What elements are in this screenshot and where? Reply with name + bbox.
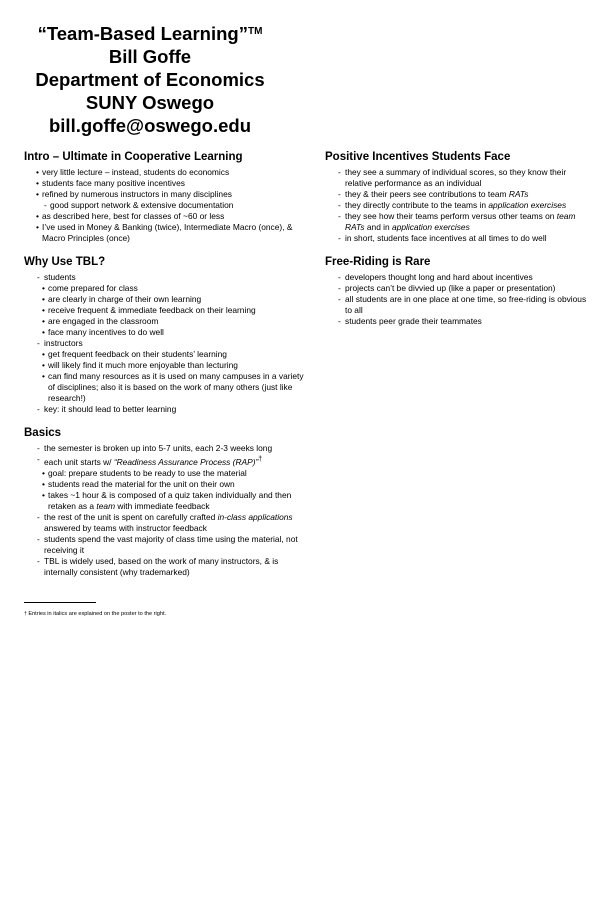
- list-item: • takes ~1 hour & is composed of a quiz taken individually and then retaken as a team with immediate feedback: [24, 490, 304, 512]
- list-item: - good support network & extensive documentation: [24, 200, 304, 211]
- freeriding-heading: Free-Riding is Rare: [325, 256, 431, 268]
- list-item: - instructors: [24, 338, 304, 349]
- list-item: - each unit starts w/ “Readiness Assurance Process (RAP)”†: [24, 454, 304, 468]
- list-item: - the semester is broken up into 5-7 units, each 2-3 weeks long: [24, 443, 304, 454]
- intro-list: [24, 167, 304, 244]
- institution: SUNY Oswego: [85, 92, 215, 113]
- list-item: - students spend the vast majority of class time using the material, not receiving it: [24, 534, 304, 556]
- footnote-divider: [24, 602, 96, 603]
- dagger-mark: †: [258, 456, 263, 463]
- left-column: [24, 150, 304, 589]
- list-item: • receive frequent & immediate feedback on their learning: [24, 305, 304, 316]
- basics-section: [24, 426, 304, 578]
- intro-section: [24, 150, 304, 244]
- list-item: • can find many resources as it is used on many campuses in a variety of disciplines; also it is based on the work of many others (just like research!): [24, 371, 304, 404]
- list-item: - the rest of the unit is spent on carefully crafted in-class applications answered by teams with instructor feedback: [24, 512, 304, 534]
- list-item: • students read the material for the unit on their own: [24, 479, 304, 490]
- list-item: - all students are in one place at one time, so free-riding is obvious to all: [325, 294, 590, 316]
- trademark-mark: TM: [247, 26, 263, 37]
- basics-list: [24, 443, 304, 578]
- why-heading: Why Use TBL?: [24, 256, 106, 268]
- right-column: [325, 150, 590, 338]
- list-item: • get frequent feedback on their students’ learning: [24, 349, 304, 360]
- list-item: - key: it should lead to better learning: [24, 404, 304, 415]
- incentives-heading: Positive Incentives Students Face: [325, 151, 511, 163]
- list-item: • are clearly in charge of their own learning: [24, 294, 304, 305]
- incentives-section: [325, 150, 590, 244]
- department: Department of Economics: [35, 69, 265, 90]
- poster-title-block: [0, 22, 300, 137]
- list-item: - TBL is widely used, based on the work of many instructors, & is internally consistent (why trademarked): [24, 556, 304, 578]
- intro-heading: Intro – Ultimate in Cooperative Learning: [24, 151, 243, 163]
- list-item: - developers thought long and hard about incentives: [325, 272, 590, 283]
- list-item: - projects can’t be divvied up (like a paper or presentation): [325, 283, 590, 294]
- why-list: [24, 272, 304, 415]
- list-item: • will likely find it much more enjoyable than lecturing: [24, 360, 304, 371]
- list-item: - students: [24, 272, 304, 283]
- list-item: • as described here, best for classes of ~60 or less: [24, 211, 304, 222]
- list-item: - students peer grade their teammates: [325, 316, 590, 327]
- list-item: - in short, students face incentives at all times to do well: [325, 233, 590, 244]
- footnote: † Entries in italics are explained on the poster to the right.: [24, 611, 167, 617]
- list-item: • very little lecture – instead, students do economics: [24, 167, 304, 178]
- why-section: [24, 255, 304, 415]
- incentives-list: [325, 167, 590, 244]
- author-name: Bill Goffe: [108, 46, 192, 67]
- freeriding-list: [325, 272, 590, 327]
- list-item: • goal: prepare students to be ready to use the material: [24, 468, 304, 479]
- list-item: - they see a summary of individual scores, so they know their relative performance as an individual: [325, 167, 590, 189]
- freeriding-section: [325, 255, 590, 327]
- basics-heading: Basics: [24, 427, 62, 439]
- list-item: • students face many positive incentives: [24, 178, 304, 189]
- list-item: - they see how their teams perform versus other teams on team RATs and in application exercises: [325, 211, 590, 233]
- list-item: • face many incentives to do well: [24, 327, 304, 338]
- author-email: bill.goffe@oswego.edu: [48, 115, 251, 136]
- list-item: • are engaged in the classroom: [24, 316, 304, 327]
- list-item: - they directly contribute to the teams in application exercises: [325, 200, 590, 211]
- list-item: - they & their peers see contributions to team RATs: [325, 189, 590, 200]
- footnote-mark: †: [24, 611, 27, 617]
- list-item: • refined by numerous instructors in many disciplines: [24, 189, 304, 200]
- list-item: • I’ve used in Money & Banking (twice), Intermediate Macro (once), & Macro Principles (once): [24, 222, 304, 244]
- poster-title: “Team-Based Learning”™: [37, 23, 263, 44]
- list-item: • come prepared for class: [24, 283, 304, 294]
